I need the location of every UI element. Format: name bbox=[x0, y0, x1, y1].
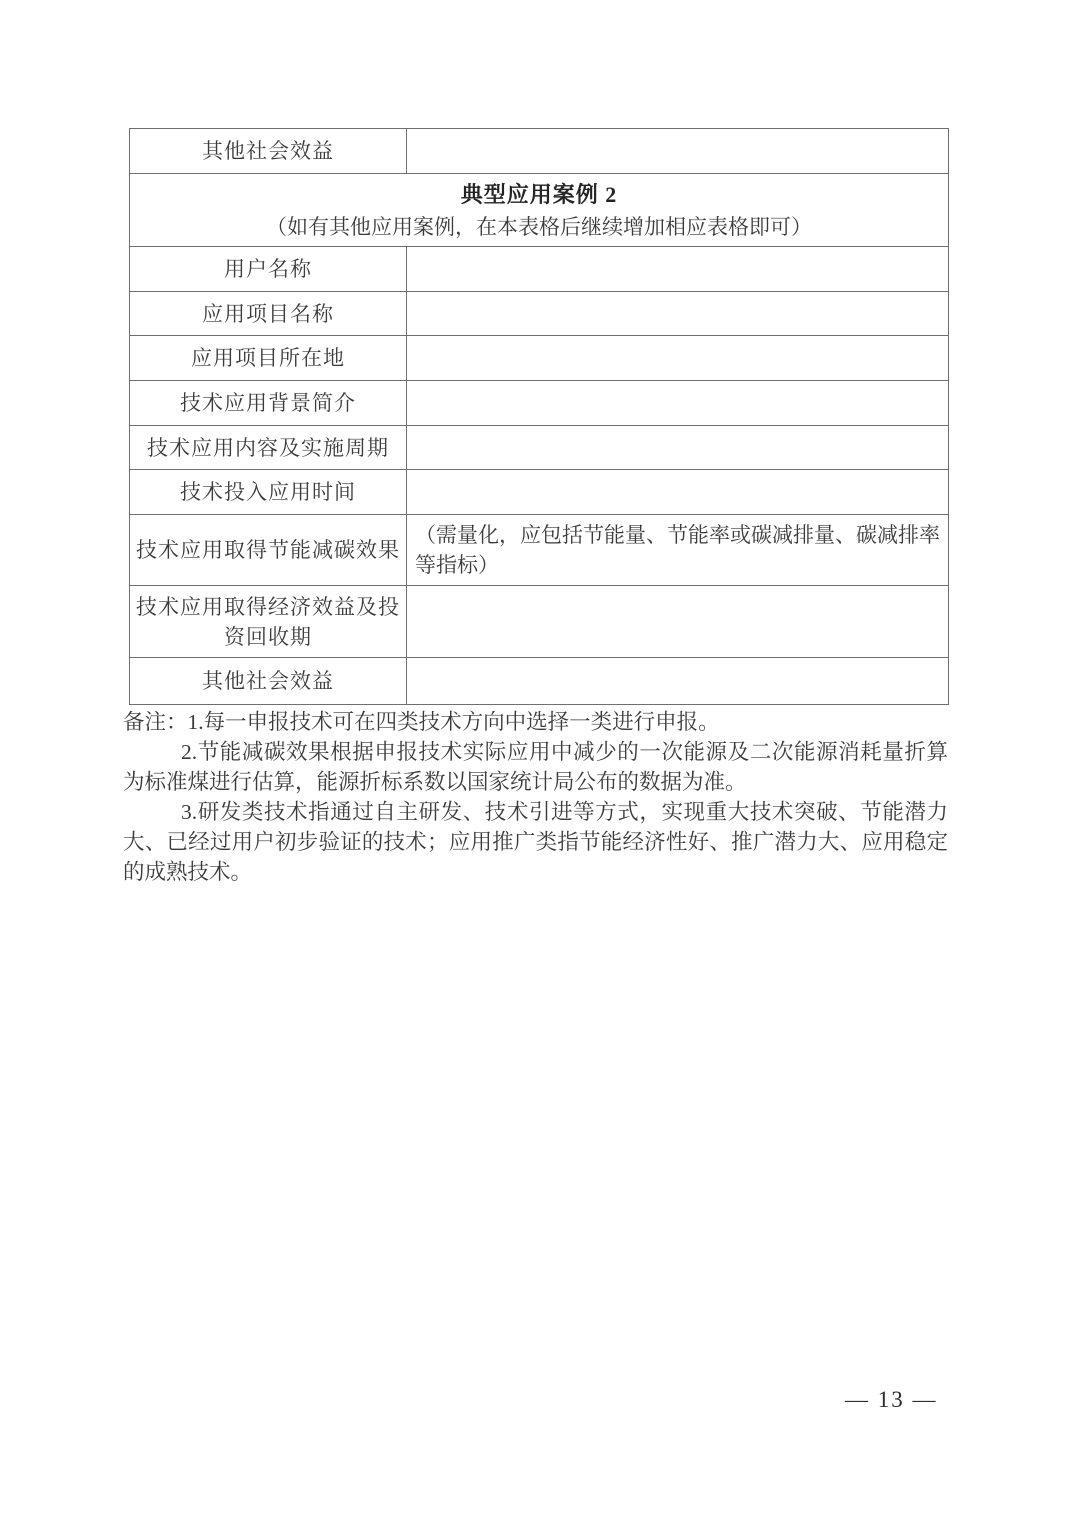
row-value-cell bbox=[407, 658, 949, 705]
remark-item-2: 2.节能减碳效果根据申报技术实际应用中减少的一次能源及二次能源消耗量折算为标准煤进行估算，能源折标系数以国家统计局公布的数据为准。 bbox=[123, 740, 948, 794]
row-value-cell bbox=[407, 381, 949, 426]
row-label-other-social-benefit-prev: 其他社会效益 bbox=[130, 129, 407, 174]
remark-item-1: 1.每一申报技术可在四类技术方向中选择一类进行申报。 bbox=[187, 710, 720, 734]
table-row bbox=[130, 292, 949, 336]
row-label-economic-benefit-payback: 技术应用取得经济效益及投资回收期 bbox=[130, 586, 407, 658]
table-row bbox=[130, 426, 949, 470]
row-value-cell bbox=[407, 586, 949, 658]
row-label-energy-carbon-effect: 技术应用取得节能减碳效果 bbox=[130, 515, 407, 586]
page-number: — 13 — bbox=[845, 1387, 938, 1412]
remark-item-3: 3.研发类技术指通过自主研发、技术引进等方式，实现重大技术突破、节能潜力大、已经过用户初步验证的技术；应用推广类指节能经济性好、推广潜力大、应用稳定的成熟技术。 bbox=[123, 800, 948, 884]
row-value-cell bbox=[407, 470, 949, 515]
row-label-application-time: 技术投入应用时间 bbox=[130, 470, 407, 515]
row-value-cell bbox=[407, 292, 949, 336]
table-row bbox=[130, 515, 949, 586]
remarks-section bbox=[123, 707, 948, 887]
case-header-cell bbox=[130, 174, 949, 247]
remarks-label: 备注： bbox=[123, 710, 188, 734]
row-label-user-name: 用户名称 bbox=[130, 247, 407, 292]
table-row bbox=[130, 381, 949, 426]
row-value-cell bbox=[407, 336, 949, 381]
table-row bbox=[130, 658, 949, 705]
row-value-cell bbox=[407, 129, 949, 174]
table-row bbox=[130, 247, 949, 292]
row-value-cell bbox=[407, 247, 949, 292]
table-row bbox=[130, 586, 949, 658]
row-value-energy-carbon-hint: （需量化，应包括节能量、节能率或碳减排量、碳减排率等指标） bbox=[407, 515, 949, 586]
application-case-table bbox=[129, 128, 949, 705]
table-row bbox=[130, 129, 949, 174]
table-row bbox=[130, 470, 949, 515]
remark-line-1 bbox=[123, 707, 948, 737]
row-label-other-social-benefit: 其他社会效益 bbox=[130, 658, 407, 705]
row-label-application-content-period: 技术应用内容及实施周期 bbox=[130, 426, 407, 470]
case-title: 典型应用案例 2 bbox=[460, 182, 618, 207]
row-label-application-background: 技术应用背景简介 bbox=[130, 381, 407, 426]
table-row bbox=[130, 336, 949, 381]
case-header-row bbox=[130, 174, 949, 247]
row-value-cell bbox=[407, 426, 949, 470]
row-label-project-name: 应用项目名称 bbox=[130, 292, 407, 336]
row-label-project-location: 应用项目所在地 bbox=[130, 336, 407, 381]
case-subtitle: （如有其他应用案例，在本表格后继续增加相应表格即可） bbox=[266, 215, 812, 239]
